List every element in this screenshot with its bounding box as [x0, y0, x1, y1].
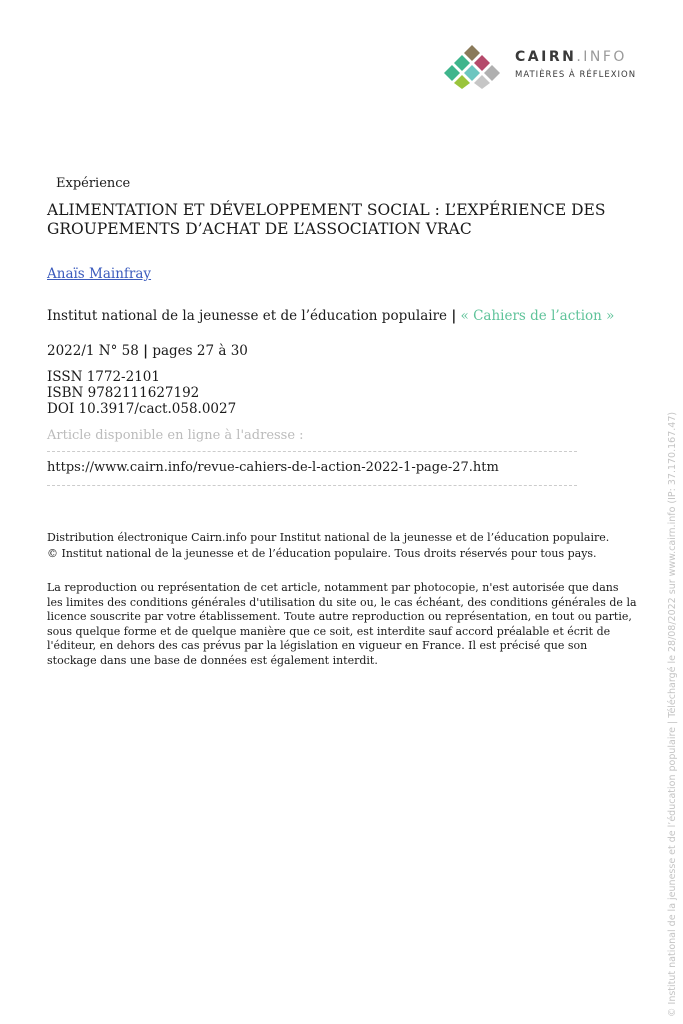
copyright-text: © Institut national de la jeunesse et de l’éducation populaire. Tous droits réservés pour tous pays.	[47, 547, 597, 560]
divider	[47, 451, 577, 452]
author-link[interactable]: Anaïs Mainfray	[47, 266, 152, 282]
separator: |	[451, 308, 457, 324]
distribution-text: Distribution électronique Cairn.info pour Institut national de la jeunesse et de l’éducation populaire.	[47, 531, 610, 544]
cairn-logo[interactable]	[437, 43, 647, 89]
publisher-name: Institut national de la jeunesse et de l’éducation populaire	[47, 308, 448, 324]
issn: ISSN 1772-2101	[47, 369, 160, 385]
divider	[47, 485, 577, 486]
available-label: Article disponible en ligne à l'adresse :	[47, 428, 304, 443]
isbn: ISBN 9782111627192	[47, 385, 200, 401]
article-url-link[interactable]: https://www.cairn.info/revue-cahiers-de-l-action-2022-1-page-27.htm	[47, 460, 499, 475]
reproduction-notice: La reproduction ou représentation de cet article, notamment par photocopie, n'est autorisée que dans les limites des conditions générales d'utilisation du site ou, le cas échéant, des conditions générales de la licence souscrite par votre établissement. Toute autre reproduction ou représentation, en tout ou partie, sous quelque forme et de quelque manière que ce soit, est interdite sauf accord préalable et écrit de l'éditeur, en dehors des cas prévus par la législation en vigueur en France. Il est précisé que son stockage dans une base de données est également interdit.	[47, 581, 637, 667]
cairn-diamonds-icon	[437, 43, 507, 89]
section-label: Expérience	[56, 176, 131, 191]
issue-line	[47, 343, 248, 359]
separator: |	[143, 343, 149, 359]
distribution-notice	[47, 530, 627, 562]
journal-link[interactable]: « Cahiers de l’action »	[460, 308, 615, 324]
identifiers	[47, 369, 236, 417]
page-range: pages 27 à 30	[152, 343, 248, 359]
article-title: ALIMENTATION ET DÉVELOPPEMENT SOCIAL : L’EXPÉRIENCE DES GROUPEMENTS D’ACHAT DE L’ASSOCIATION VRAC	[47, 201, 606, 238]
cairn-tagline: MATIÈRES À RÉFLEXION	[515, 70, 637, 80]
doi: DOI 10.3917/cact.058.0027	[47, 401, 237, 417]
publisher-line	[47, 308, 614, 324]
issue-number: 2022/1 N° 58	[47, 343, 139, 359]
download-watermark: © Institut national de la jeunesse et de l’éducation populaire | Téléchargé le 28/08/2022 sur www.cairn.info (IP: 37.170.167.47)	[667, 411, 678, 1017]
cairn-wordmark: CAIRN.INFO	[515, 49, 627, 65]
